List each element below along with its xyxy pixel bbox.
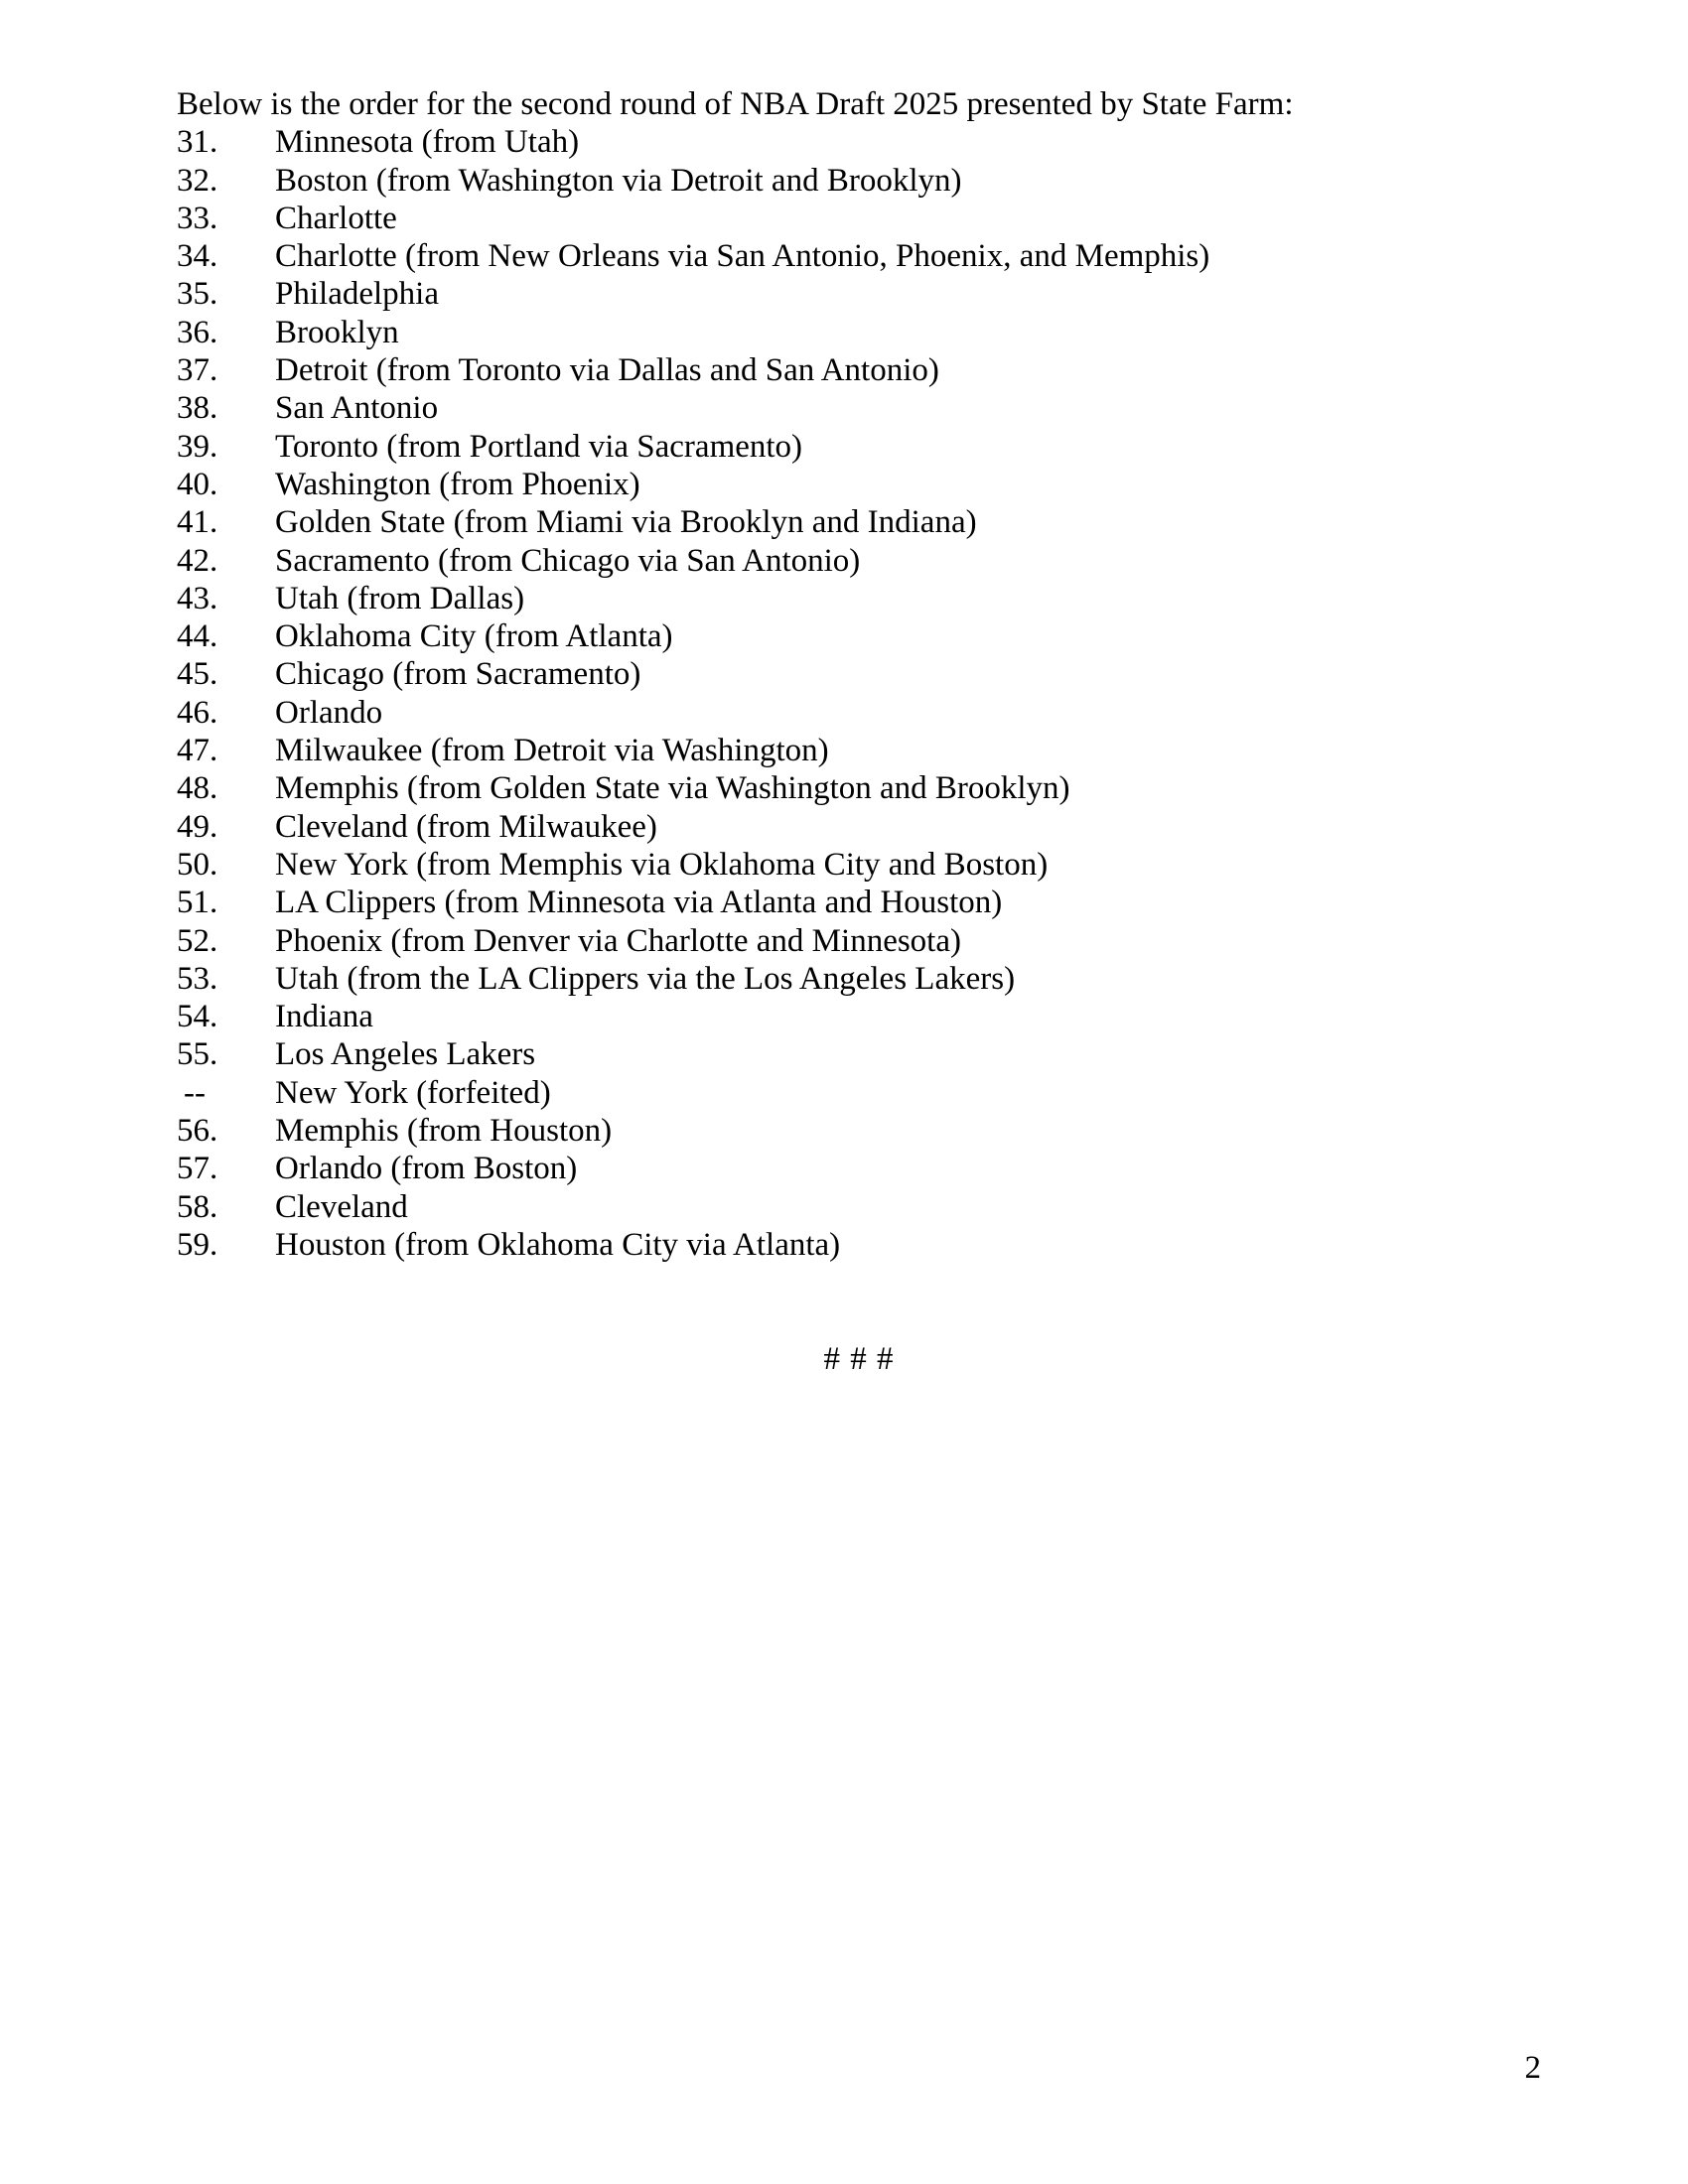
- pick-row: [177, 503, 1541, 541]
- pick-team: Washington (from Phoenix): [275, 466, 640, 502]
- document-page: [177, 85, 1541, 1378]
- pick-team: Brooklyn: [275, 314, 399, 350]
- pick-team: Orlando (from Boston): [275, 1151, 578, 1187]
- pick-row: [177, 769, 1541, 807]
- pick-number: 39.: [177, 428, 218, 465]
- pick-team: Charlotte (from New Orleans via San Antonio, Phoenix, and Memphis): [275, 238, 1210, 275]
- intro-line: Below is the order for the second round of NBA Draft 2025 presented by State Farm:: [177, 86, 1294, 122]
- pick-team: Chicago (from Sacramento): [275, 656, 641, 693]
- pick-team: Milwaukee (from Detroit via Washington): [275, 733, 829, 769]
- pick-team: Charlotte: [275, 200, 397, 236]
- pick-number: 48.: [177, 770, 218, 807]
- pick-team: Cleveland (from Milwaukee): [275, 808, 657, 845]
- pick-row: [177, 428, 1541, 466]
- pick-team: Cleveland: [275, 1188, 408, 1225]
- pick-team: Memphis (from Houston): [275, 1113, 613, 1150]
- pick-number: 51.: [177, 885, 218, 921]
- pick-row: [177, 275, 1541, 313]
- pick-team: San Antonio: [275, 390, 439, 427]
- pick-team: Minnesota (from Utah): [275, 124, 580, 161]
- pick-row: [177, 808, 1541, 846]
- draft-pick-list: [177, 123, 1541, 1264]
- pick-number: 37.: [177, 352, 218, 389]
- pick-row: [177, 1074, 1541, 1112]
- pick-row: [177, 542, 1541, 580]
- pick-number: 59.: [177, 1226, 218, 1263]
- pick-team: LA Clippers (from Minnesota via Atlanta and Houston): [275, 885, 1003, 921]
- pick-number: 41.: [177, 504, 218, 541]
- pick-team: Toronto (from Portland via Sacramento): [275, 428, 803, 465]
- pick-number: 42.: [177, 542, 218, 579]
- pick-number: 50.: [177, 846, 218, 883]
- end-of-release-mark: # # #: [823, 1340, 895, 1377]
- pick-team: Oklahoma City (from Atlanta): [275, 618, 673, 655]
- pick-team: Los Angeles Lakers: [275, 1036, 536, 1073]
- pick-number: 38.: [177, 390, 218, 427]
- pick-row: [177, 1226, 1541, 1264]
- pick-number: 44.: [177, 618, 218, 655]
- pick-team: Orlando: [275, 694, 383, 731]
- pick-number: 31.: [177, 124, 218, 161]
- pick-team: Memphis (from Golden State via Washington and Brooklyn): [275, 770, 1070, 807]
- pick-row: [177, 884, 1541, 921]
- pick-number: 34.: [177, 238, 218, 275]
- pick-row: [177, 351, 1541, 389]
- pick-row: [177, 998, 1541, 1035]
- pick-row: [177, 922, 1541, 960]
- pick-row: [177, 1150, 1541, 1187]
- page-number: 2: [1524, 2050, 1541, 2086]
- pick-row: [177, 466, 1541, 503]
- pick-number: 45.: [177, 656, 218, 693]
- pick-row: [177, 1035, 1541, 1073]
- pick-row: [177, 580, 1541, 617]
- pick-number: 46.: [177, 694, 218, 731]
- pick-team: Golden State (from Miami via Brooklyn and Indiana): [275, 504, 977, 541]
- pick-row: [177, 314, 1541, 351]
- pick-number: 49.: [177, 808, 218, 845]
- pick-number: 53.: [177, 960, 218, 997]
- pick-team: Sacramento (from Chicago via San Antonio): [275, 542, 861, 579]
- pick-number: 56.: [177, 1113, 218, 1150]
- pick-number: 57.: [177, 1151, 218, 1187]
- pick-row: [177, 1112, 1541, 1150]
- pick-team: Houston (from Oklahoma City via Atlanta): [275, 1226, 841, 1263]
- pick-team: Detroit (from Toronto via Dallas and San Antonio): [275, 352, 939, 389]
- pick-number: 36.: [177, 314, 218, 350]
- pick-team: Boston (from Washington via Detroit and Brooklyn): [275, 162, 962, 199]
- pick-number: 43.: [177, 580, 218, 616]
- pick-row: [177, 960, 1541, 998]
- pick-row: [177, 617, 1541, 655]
- pick-number: 47.: [177, 733, 218, 769]
- pick-number: 32.: [177, 162, 218, 199]
- pick-team: New York (from Memphis via Oklahoma City and Boston): [275, 846, 1049, 883]
- pick-number: 54.: [177, 999, 218, 1035]
- pick-row: [177, 655, 1541, 693]
- pick-number: 58.: [177, 1188, 218, 1225]
- pick-number: 33.: [177, 200, 218, 236]
- pick-number: 55.: [177, 1036, 218, 1073]
- pick-row: [177, 694, 1541, 732]
- pick-team: Phoenix (from Denver via Charlotte and Minnesota): [275, 922, 961, 959]
- pick-number: 52.: [177, 922, 218, 959]
- pick-number: --: [184, 1074, 206, 1111]
- pick-number: 40.: [177, 466, 218, 502]
- pick-number: 35.: [177, 276, 218, 313]
- pick-team: Utah (from Dallas): [275, 580, 525, 616]
- pick-team: Indiana: [275, 999, 373, 1035]
- pick-row: [177, 162, 1541, 200]
- pick-row: [177, 846, 1541, 884]
- pick-row: [177, 732, 1541, 769]
- pick-row: [177, 200, 1541, 237]
- pick-row: [177, 237, 1541, 275]
- pick-row: [177, 389, 1541, 427]
- pick-row: [177, 123, 1541, 161]
- pick-team: New York (forfeited): [275, 1074, 551, 1111]
- pick-team: Philadelphia: [275, 276, 439, 313]
- pick-team: Utah (from the LA Clippers via the Los Angeles Lakers): [275, 960, 1016, 997]
- pick-row: [177, 1188, 1541, 1226]
